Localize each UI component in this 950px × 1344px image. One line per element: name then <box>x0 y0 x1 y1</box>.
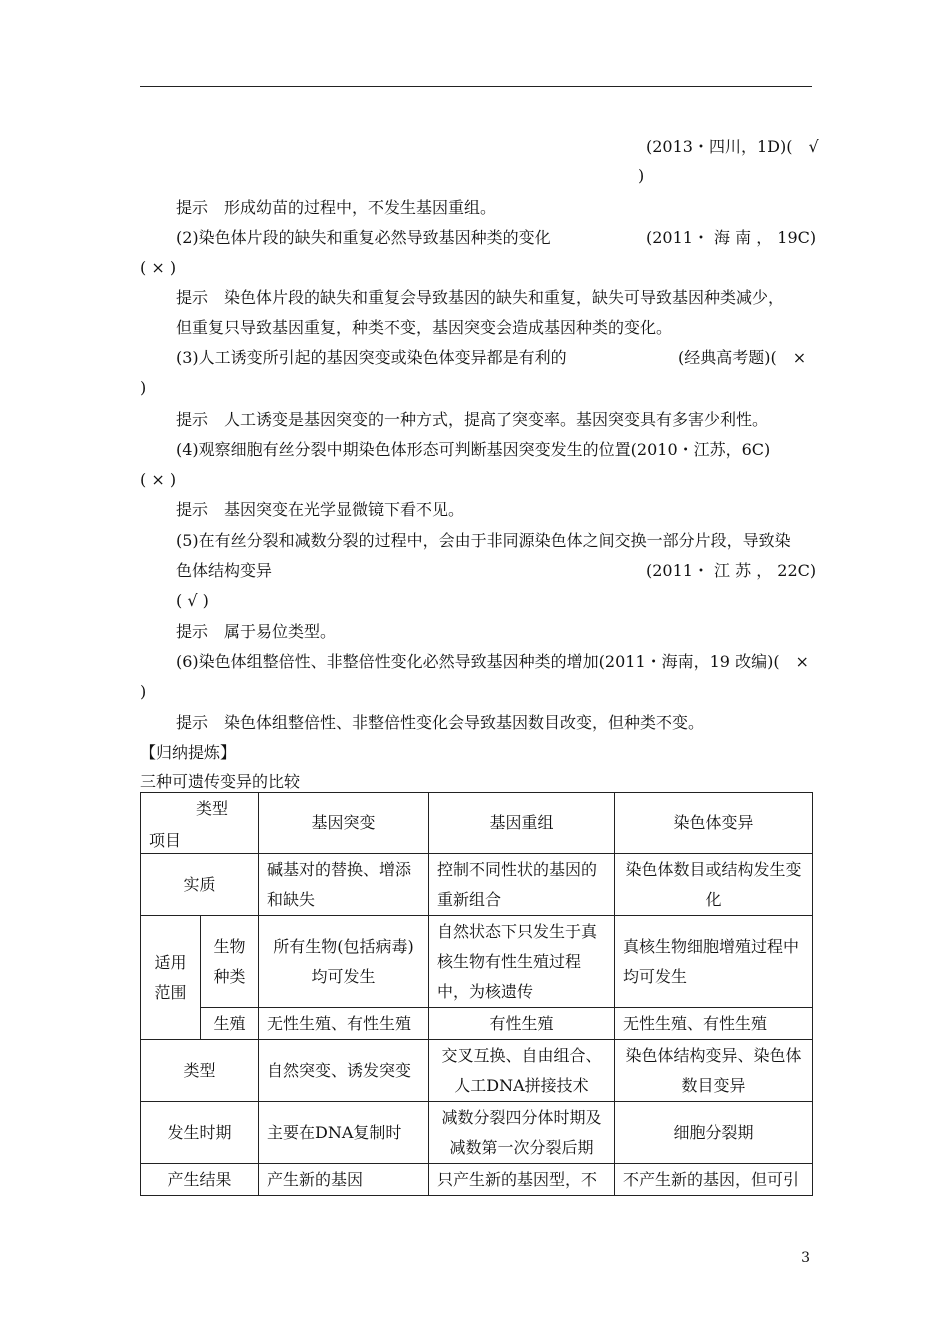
comparison-table <box>140 792 813 1196</box>
item6-hint: 提示 染色体组整倍性、非整倍性变化会导致基因数目改变，但种类不变。 <box>176 713 705 732</box>
cell-type-chromosome: 染色体结构变异、染色体数目变异 <box>615 1040 813 1102</box>
page-number: 3 <box>801 1250 810 1266</box>
table-row-result <box>141 1164 813 1196</box>
item4-hint: 提示 基因突变在光学显微镜下看不见。 <box>176 500 465 519</box>
item6-text: (6)染色体组整倍性、非整倍性变化必然导致基因种类的增加(2011・海南，19 改编)( × <box>176 652 809 671</box>
cell-result-mutation: 产生新的基因 <box>259 1164 429 1196</box>
item3-text: (3)人工诱变所引起的基因突变或染色体变异都是有利的 <box>176 348 567 367</box>
item1-hint: 提示 形成幼苗的过程中，不发生基因重组。 <box>176 198 497 217</box>
table-row-time <box>141 1102 813 1164</box>
header-type-label: 类型 <box>195 799 228 818</box>
cell-time-chromosome: 细胞分裂期 <box>615 1102 813 1164</box>
corner-header-cell <box>141 793 259 854</box>
cell-species-chromosome: 真核生物细胞增殖过程中均可发生 <box>615 916 813 1008</box>
item2-hint-line2: 但重复只导致基因重复，种类不变，基因突变会造成基因种类的变化。 <box>176 318 673 337</box>
column-header-chromosome-variation: 染色体变异 <box>615 793 813 854</box>
table-row-species <box>141 916 813 1008</box>
item3-close-paren: ) <box>140 378 147 397</box>
row-label-reproduction: 生殖 <box>201 1008 259 1040</box>
row-label-result: 产生结果 <box>141 1164 259 1196</box>
cell-repro-mutation: 无性生殖、有性生殖 <box>259 1008 429 1040</box>
item2-text: (2)染色体片段的缺失和重复必然导致基因种类的变化 <box>176 228 551 247</box>
item4-text: (4)观察细胞有丝分裂中期染色体形态可判断基因突变发生的位置(2010・江苏，6C) <box>176 440 771 459</box>
cell-species-recombination: 自然状态下只发生于真核生物有性生殖过程中，为核遗传 <box>429 916 615 1008</box>
item5-text-line1: (5)在有丝分裂和减数分裂的过程中，会由于非同源染色体之间交换一部分片段，导致染 <box>176 531 791 550</box>
cell-type-mutation: 自然突变、诱发突变 <box>259 1040 429 1102</box>
item2-answer: ( × ) <box>140 258 177 277</box>
item2-hint-line1: 提示 染色体片段的缺失和重复会导致基因的缺失和重复，缺失可导致基因种类减少， <box>176 288 785 307</box>
cell-time-recombination: 减数分裂四分体时期及减数第一次分裂后期 <box>429 1102 615 1164</box>
cell-type-recombination: 交叉互换、自由组合、人工DNA拼接技术 <box>429 1040 615 1102</box>
row-label-essence: 实质 <box>141 854 259 916</box>
table-row-type <box>141 1040 813 1102</box>
table-row-essence <box>141 854 813 916</box>
cell-species-mutation: 所有生物(包括病毒)均可发生 <box>259 916 429 1008</box>
row-label-scope: 适用范围 <box>141 916 201 1040</box>
row-label-species: 生物种类 <box>201 916 259 1008</box>
item2-source: (2011・ 海 南 ， 19C) <box>646 228 817 247</box>
header-item-label: 项目 <box>149 831 182 850</box>
table-header-row <box>141 793 813 854</box>
table-row-reproduction <box>141 1008 813 1040</box>
cell-result-chromosome: 不产生新的基因，但可引 <box>615 1164 813 1196</box>
item3-hint: 提示 人工诱变是基因突变的一种方式，提高了突变率。基因突变具有多害少利性。 <box>176 410 769 429</box>
cell-essence-mutation: 碱基对的替换、增添和缺失 <box>259 854 429 916</box>
item3-source: (经典高考题)( × <box>678 348 807 367</box>
header-rule <box>140 86 812 87</box>
item4-answer: ( × ) <box>140 470 177 489</box>
item5-text-line2: 色体结构变异 <box>176 561 273 580</box>
cell-essence-chromosome: 染色体数目或结构发生变化 <box>615 854 813 916</box>
table-caption: 三种可遗传变异的比较 <box>140 772 301 791</box>
item5-answer: ( √ ) <box>176 591 209 610</box>
column-header-gene-mutation: 基因突变 <box>259 793 429 854</box>
cell-time-mutation: 主要在DNA复制时 <box>259 1102 429 1164</box>
item6-close-paren: ) <box>140 682 147 701</box>
item5-source: (2011・ 江 苏 ， 22C) <box>646 561 817 580</box>
row-label-type: 类型 <box>141 1040 259 1102</box>
row-label-time: 发生时期 <box>141 1102 259 1164</box>
cell-repro-recombination: 有性生殖 <box>429 1008 615 1040</box>
cell-essence-recombination: 控制不同性状的基因的重新组合 <box>429 854 615 916</box>
item1-close-paren: ) <box>638 166 645 185</box>
cell-result-recombination: 只产生新的基因型，不 <box>429 1164 615 1196</box>
item1-source: (2013・四川，1D)( √ <box>646 137 819 156</box>
section-heading: 【归纳提炼】 <box>140 743 237 762</box>
item5-hint: 提示 属于易位类型。 <box>176 622 337 641</box>
cell-repro-chromosome: 无性生殖、有性生殖 <box>615 1008 813 1040</box>
column-header-gene-recombination: 基因重组 <box>429 793 615 854</box>
